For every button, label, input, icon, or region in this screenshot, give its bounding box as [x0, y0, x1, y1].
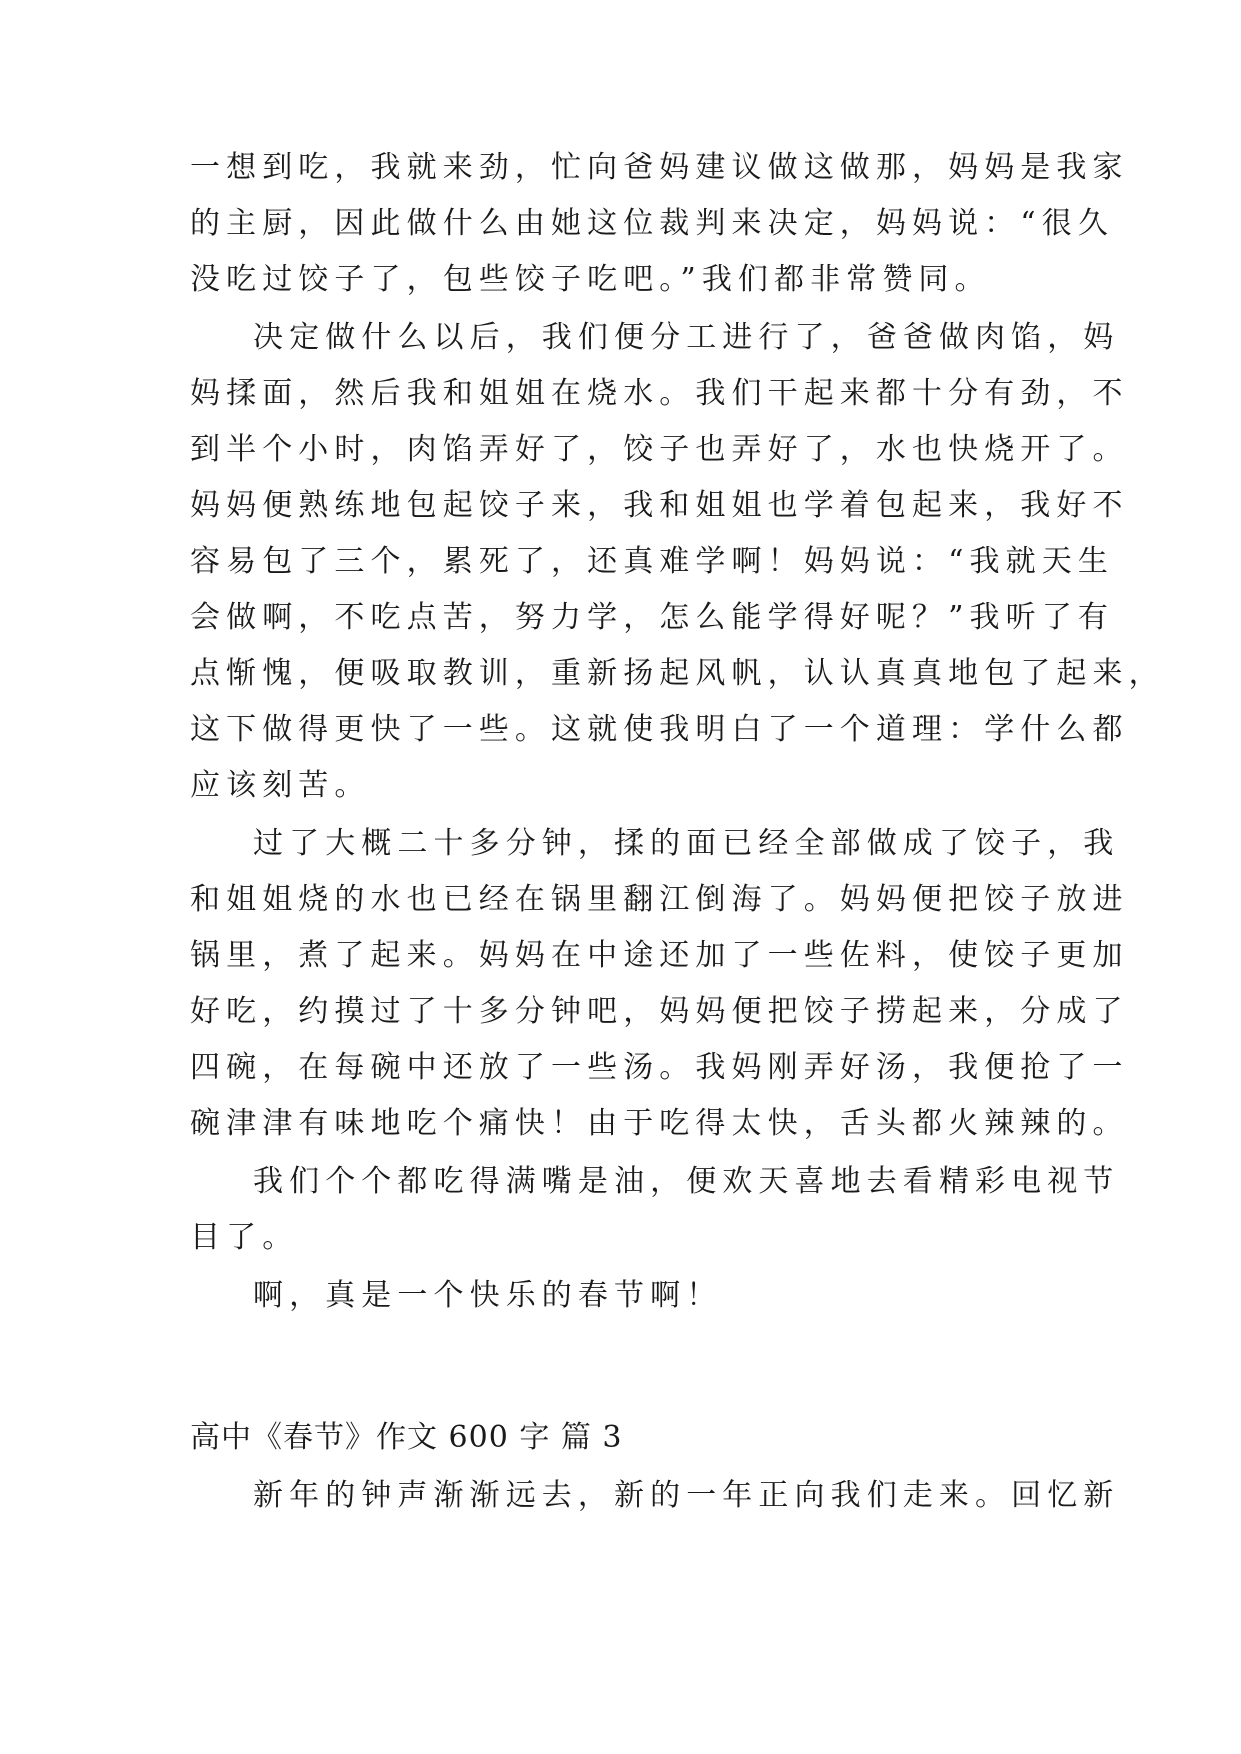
paragraph-start-line: 新年的钟声渐渐远去，新的一年正向我们走来。回忆新: [253, 1478, 1120, 1513]
section-heading: 高中《春节》作文 600 字 篇 3: [190, 1420, 623, 1455]
text-line: 会做啊，不吃点苦，努力学，怎么能学得好呢？”我听了有: [190, 600, 1114, 635]
text-line: 四碗，在每碗中还放了一些汤。我妈刚弄好汤，我便抢了一: [190, 1050, 1129, 1085]
text-line: 应该刻苦。: [190, 768, 371, 803]
text-line: 目了。: [190, 1220, 299, 1255]
text-line: 点惭愧，便吸取教训，重新扬起风帆，认认真真地包了起来，: [190, 656, 1165, 691]
text-line: 妈揉面，然后我和姐姐在烧水。我们干起来都十分有劲，不: [190, 376, 1129, 411]
paragraph-start-line: 啊，真是一个快乐的春节啊！: [253, 1278, 723, 1313]
text-line: 碗津津有味地吃个痛快！由于吃得太快，舌头都火辣辣的。: [190, 1106, 1129, 1141]
text-line: 容易包了三个，累死了，还真难学啊！妈妈说：“我就天生: [190, 544, 1114, 579]
text-line: 一想到吃，我就来劲，忙向爸妈建议做这做那，妈妈是我家: [190, 150, 1129, 185]
text-line: 的主厨，因此做什么由她这位裁判来决定，妈妈说：“很久: [190, 206, 1114, 241]
paragraph-start-line: 过了大概二十多分钟，揉的面已经全部做成了饺子，我: [253, 826, 1120, 861]
text-line: 没吃过饺子了，包些饺子吃吧。”我们都非常赞同。: [190, 262, 991, 297]
text-line: 到半个小时，肉馅弄好了，饺子也弄好了，水也快烧开了。: [190, 432, 1129, 467]
text-line: 好吃，约摸过了十多分钟吧，妈妈便把饺子捞起来，分成了: [190, 994, 1129, 1029]
text-line: 这下做得更快了一些。这就使我明白了一个道理：学什么都: [190, 712, 1129, 747]
text-line: 和姐姐烧的水也已经在锅里翻江倒海了。妈妈便把饺子放进: [190, 882, 1129, 917]
paragraph-start-line: 决定做什么以后，我们便分工进行了，爸爸做肉馅，妈: [253, 320, 1120, 355]
text-line: 妈妈便熟练地包起饺子来，我和姐姐也学着包起来，我好不: [190, 488, 1129, 523]
paragraph-start-line: 我们个个都吃得满嘴是油，便欢天喜地去看精彩电视节: [253, 1164, 1120, 1199]
text-line: 锅里，煮了起来。妈妈在中途还加了一些佐料，使饺子更加: [190, 938, 1129, 973]
